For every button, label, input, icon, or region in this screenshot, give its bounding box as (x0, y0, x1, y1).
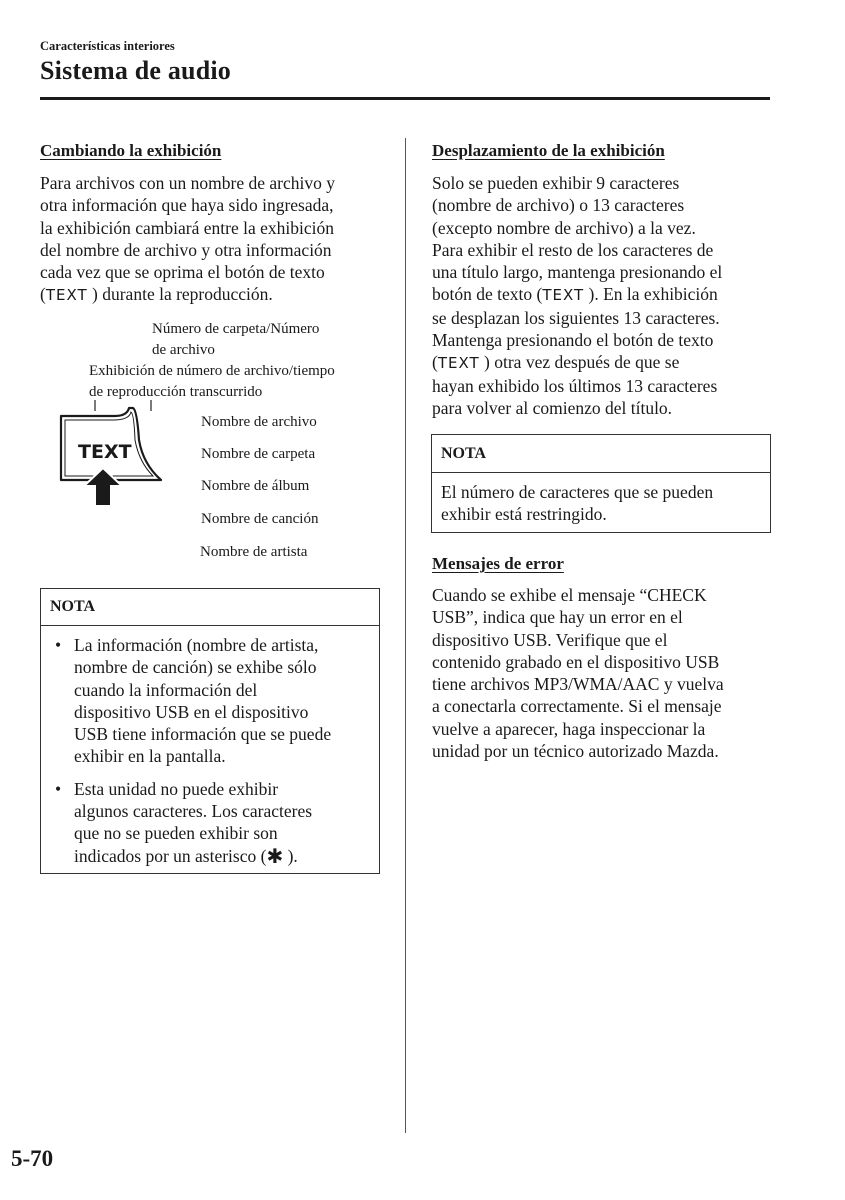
text-line: (TEXT ) otra vez después de que se (432, 352, 680, 373)
text-line: Solo se pueden exhibir 9 caracteres (432, 173, 680, 193)
note-bullet (41, 778, 379, 867)
text-line: vuelve a aparecer, haga inspeccionar la (432, 718, 706, 739)
bullet-dot: • (55, 635, 62, 655)
display-item-artist-name: Nombre de artista (200, 544, 308, 560)
text-line: USB”, indica que hay un error en el (432, 607, 683, 628)
page-number: 5-70 (11, 1146, 54, 1171)
bullet-dot: • (55, 778, 62, 799)
text-line: dispositivo USB. Verifique que el (432, 629, 668, 650)
text-line: USB tiene información que se puede (74, 724, 332, 745)
text-line: una título largo, mantenga presionando el (432, 262, 723, 283)
text-fragment: botón de texto ( (432, 284, 543, 305)
display-item-album-name: Nombre de álbum (201, 478, 310, 494)
text-fragment: ) durante la reproducción. (92, 284, 273, 305)
figure-label-file-number: de archivo (152, 342, 215, 358)
text-line: que no se pueden exhibir son (74, 823, 278, 844)
text-line: Cuando se exhibe el mensaje “CHECK (432, 585, 707, 605)
note-bullet (41, 634, 379, 768)
text-line: Para exhibir el resto de los caracteres de (432, 239, 714, 260)
text-line (432, 283, 722, 306)
title-rule (40, 97, 770, 100)
text-fragment: ). En la exhibición (588, 284, 718, 305)
text-line: cuando la información del (74, 679, 258, 700)
text-line: Esta unidad no puede exhibir (74, 778, 279, 799)
text-line: dispositivo USB en el dispositivo (74, 701, 309, 722)
text-button-illustration (55, 400, 167, 516)
text-fragment: ). (287, 845, 298, 866)
paragraph-cambiando-exhibicion (40, 172, 335, 307)
text-line: unidad por un técnico autorizado Mazda. (432, 741, 719, 762)
paragraph-desplazamiento (432, 172, 722, 419)
text-line: (excepto nombre de archivo) a la vez. (432, 217, 696, 238)
text-line: la exhibición cambiará entre la exhibición (40, 217, 334, 238)
text-line (74, 845, 379, 867)
text-line: (TEXT ) durante la reproducción. (40, 284, 273, 305)
text-line: Mantenga presionando el botón de texto (432, 330, 714, 351)
text-line: contenido grabado en el dispositivo USB (432, 651, 720, 672)
figure-label-folder-number: Número de carpeta/Número (152, 321, 320, 337)
text-line: exhibir está restringido. (441, 504, 607, 525)
display-item-folder-name: Nombre de carpeta (201, 446, 316, 462)
text-line: a conectarla correctamente. Si el mensaje (432, 696, 722, 717)
text-line: otra información que haya sido ingresada, (40, 195, 334, 216)
paragraph-mensajes-error (432, 584, 724, 762)
heading-mensajes-error: Mensajes de error (432, 554, 564, 573)
text-line: Para archivos con un nombre de archivo y (40, 173, 335, 193)
note-body (41, 626, 379, 867)
column-divider (405, 138, 406, 1133)
text-line: nombre de canción) se exhibe sólo (74, 657, 317, 678)
text-line: (nombre de archivo) o 13 caracteres (432, 195, 685, 216)
section-label: Características interiores (40, 39, 175, 53)
text-fragment: indicados por un asterisco ( (74, 845, 267, 866)
note-body (432, 473, 770, 526)
figure-label-time-display: Exhibición de número de archivo/tiempo (89, 363, 335, 379)
display-item-song-name: Nombre de canción (201, 511, 319, 527)
text-line: tiene archivos MP3/WMA/AAC y vuelva (432, 674, 724, 695)
note-title: NOTA (432, 435, 770, 473)
text-line: exhibir en la pantalla. (74, 746, 226, 767)
note-title: NOTA (41, 589, 379, 626)
text-line: algunos caracteres. Los caracteres (74, 801, 313, 822)
text-line: hayan exhibido los últimos 13 caracteres (432, 375, 718, 396)
text-line: cada vez que se oprima el botón de texto (40, 262, 325, 283)
text-line: El número de caracteres que se pueden (441, 482, 714, 502)
note-box-right (431, 434, 771, 533)
text-fragment: ) otra vez después de que se (484, 352, 680, 373)
page-title: Sistema de audio (40, 56, 232, 85)
display-item-file-name: Nombre de archivo (201, 414, 317, 430)
text-line: para volver al comienzo del título. (432, 397, 673, 418)
figure-label-elapsed-time: de reproducción transcurrido (89, 384, 263, 400)
text-key-symbol: TEXT (542, 286, 585, 305)
button-text-label: TEXT (78, 441, 132, 463)
note-box-left (40, 588, 380, 874)
text-line: se desplazan los siguientes 13 caracteres. (432, 307, 720, 328)
heading-desplazamiento-exhibicion: Desplazamiento de la exhibición (432, 141, 665, 160)
text-line: del nombre de archivo y otra información (40, 239, 332, 260)
asterisk-icon: ✱ (266, 843, 284, 868)
text-line: La información (nombre de artista, (74, 635, 319, 655)
text-key-symbol: TEXT (45, 286, 88, 305)
text-key-symbol: TEXT (437, 354, 480, 373)
heading-cambiando-exhibicion: Cambiando la exhibición (40, 141, 222, 160)
